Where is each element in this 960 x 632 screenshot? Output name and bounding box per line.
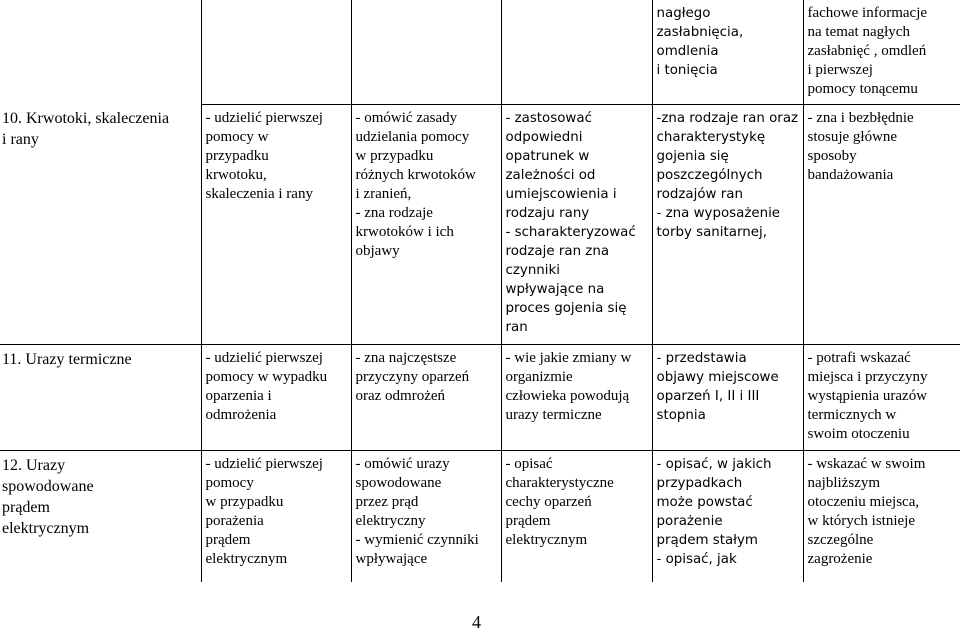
cell-text-line: w przypadku: [205, 493, 284, 510]
cell-text-line: oparzeń I, II i III: [656, 388, 760, 404]
attitude-cell: [803, 344, 960, 450]
cell-text-line: fachowe informacje: [807, 5, 928, 21]
cell-text-line: prądem: [205, 531, 251, 548]
cell-text-line: urazy termiczne: [505, 406, 602, 423]
cell-text-line: pomocy w: [205, 128, 269, 145]
cell-text-line: rodzaju rany: [505, 205, 590, 221]
cell-text-line: cechy oparzeń: [505, 493, 592, 510]
cell-text-line: objawy: [355, 242, 400, 259]
understanding-cell: [652, 450, 803, 582]
cell-text-line: organizmie: [505, 368, 573, 385]
cell-text-line: oparzenia i: [205, 387, 272, 404]
objective-cell: [201, 450, 351, 582]
cell-text-line: przyczyny oparzeń: [355, 368, 470, 385]
cell-text-line: odpowiedni: [505, 129, 583, 145]
attitude-cell: [803, 450, 960, 582]
cell-text-line: poszczególnych: [656, 167, 763, 183]
cell-text-line: - zna i bezbłędnie: [807, 109, 914, 126]
table-row: [0, 344, 960, 450]
cell-text-line: elektrycznym: [205, 550, 288, 567]
cell-text-line: - zna rodzaje: [355, 204, 433, 221]
attitude-cell: [803, 104, 960, 344]
cell-text-line: wpływające: [355, 550, 428, 567]
cell-text-line: - udzielić pierwszej: [205, 349, 323, 366]
skills-cell: [501, 450, 652, 582]
cell-text-line: elektrycznym: [505, 531, 588, 548]
topic-cell: [0, 344, 201, 450]
cell-text-line: zasłabnięć , omdleń: [807, 43, 927, 59]
cell-text-line: krwotoku,: [205, 166, 267, 183]
cell-text-line: porażenie: [656, 513, 723, 529]
knowledge-cell: [351, 450, 501, 582]
cell-text-line: elektryczny: [355, 512, 426, 529]
cell-text-line: stopnia: [656, 407, 706, 423]
cell-text-line: - zna najczęstsze: [355, 349, 457, 366]
cell-text-line: spowodowane: [2, 477, 94, 495]
cell-text-line: na temat nagłych: [807, 24, 910, 40]
cell-text-line: - opisać, w jakich: [656, 456, 772, 472]
cell-text-line: pomocy: [205, 474, 254, 491]
cell-text-line: rodzaje ran zna: [505, 243, 610, 259]
cell-text-line: omdlenia: [656, 44, 719, 59]
cell-text-line: różnych krwotoków: [355, 166, 476, 183]
cell-text-line: wystąpienia urazów: [807, 387, 928, 404]
objective-cell: [201, 0, 351, 104]
cell-text-line: oraz odmrożeń: [355, 387, 446, 404]
page-number: 4: [472, 612, 481, 632]
cell-text-line: - opisać: [505, 455, 553, 472]
understanding-cell: [652, 344, 803, 450]
knowledge-cell: [351, 104, 501, 344]
understanding-cell: [652, 104, 803, 344]
cell-text-line: elektrycznym: [2, 519, 90, 537]
cell-text-line: wpływające na: [505, 281, 605, 297]
cell-text-line: charakterystykę: [656, 129, 766, 145]
cell-text-line: może powstać: [656, 494, 753, 510]
cell-text-line: - udzielić pierwszej: [205, 109, 323, 126]
cell-text-line: - wymienić czynniki: [355, 531, 479, 548]
table-row: [0, 450, 960, 582]
cell-text-line: porażenia: [205, 512, 264, 529]
cell-text-line: człowieka powodują: [505, 387, 630, 404]
cell-text-line: - zna wyposażenie: [656, 205, 781, 221]
cell-text-line: otoczeniu miejsca,: [807, 493, 920, 510]
cell-text-line: udzielania pomocy: [355, 128, 470, 145]
cell-text-line: skaleczenia i rany: [205, 185, 313, 202]
cell-text-line: krwotoków i ich: [355, 223, 454, 240]
topic-cell: [0, 104, 201, 344]
cell-text-line: i tonięcia: [656, 63, 718, 78]
cell-text-line: umiejscowienia i: [505, 186, 617, 202]
cell-text-line: objawy miejscowe: [656, 369, 779, 385]
cell-text-line: zagrożenie: [807, 550, 873, 567]
cell-text-line: swoim otoczeniu: [807, 425, 910, 442]
cell-text-line: torby sanitarnej,: [656, 224, 767, 240]
knowledge-cell: [351, 0, 501, 104]
cell-text-line: odmrożenia: [205, 406, 277, 423]
cell-text-line: przypadkach: [656, 475, 743, 491]
cell-text-line: -zna rodzaje ran oraz: [656, 110, 799, 126]
cell-text-line: zależności od: [505, 167, 596, 183]
table-row: [0, 0, 960, 104]
cell-text-line: - potrafi wskazać: [807, 349, 911, 366]
cell-text-line: szczególne: [807, 531, 874, 548]
cell-text-line: czynniki: [505, 262, 560, 278]
cell-text-line: i rany: [2, 131, 39, 148]
cell-text-line: - omówić urazy: [355, 455, 450, 472]
cell-text-line: - przedstawia: [656, 350, 747, 366]
cell-text-line: w których istnieje: [807, 512, 915, 529]
topic-cell: [0, 450, 201, 582]
cell-text-line: ran: [505, 319, 528, 335]
cell-text-line: zasłabnięcia,: [656, 25, 744, 40]
objective-cell: [201, 104, 351, 344]
understanding-cell: [652, 0, 803, 104]
cell-text-line: stosuje główne: [807, 128, 898, 145]
cell-text-line: gojenia się: [656, 148, 729, 164]
cell-text-line: miejsca i przyczyny: [807, 368, 928, 385]
cell-text-line: sposoby: [807, 147, 857, 164]
cell-text-line: - udzielić pierwszej: [205, 455, 323, 472]
cell-text-line: w przypadku: [355, 147, 434, 164]
skills-cell: [501, 104, 652, 344]
cell-text-line: proces gojenia się: [505, 300, 627, 316]
cell-text-line: - wie jakie zmiany w: [505, 349, 632, 366]
cell-text-line: najbliższym: [807, 474, 880, 491]
cell-text-line: - wskazać w swoim: [807, 455, 926, 472]
topic-cell: [0, 0, 201, 104]
cell-text-line: i pierwszej: [807, 62, 873, 78]
cell-text-line: prądem stałym: [656, 532, 758, 548]
skills-cell: [501, 0, 652, 104]
cell-text-line: charakterystyczne: [505, 474, 614, 491]
cell-text-line: przypadku: [205, 147, 269, 164]
cell-text-line: prądem: [2, 498, 50, 516]
cell-text-line: pomocy tonącemu: [807, 81, 918, 97]
cell-text-line: - opisać, jak: [656, 551, 737, 567]
knowledge-cell: [351, 344, 501, 450]
cell-text-line: i zranień,: [355, 185, 412, 202]
attitude-cell: [803, 0, 960, 104]
cell-text-line: opatrunek w: [505, 148, 590, 164]
table-row: [0, 104, 960, 344]
skills-cell: [501, 344, 652, 450]
cell-text-line: spowodowane: [355, 474, 442, 491]
cell-text-line: prądem: [505, 512, 551, 529]
cell-text-line: - zastosować: [505, 110, 592, 126]
cell-text-line: - scharakteryzować: [505, 224, 636, 240]
cell-text-line: termicznych w: [807, 406, 897, 423]
cell-text-line: bandażowania: [807, 166, 894, 183]
cell-text-line: nagłego: [656, 6, 711, 21]
cell-text-line: rodzajów ran: [656, 186, 743, 202]
cell-text-line: - omówić zasady: [355, 109, 458, 126]
cell-text-line: 10. Krwotoki, skaleczenia: [2, 110, 170, 127]
cell-text-line: przez prąd: [355, 493, 419, 510]
cell-text-line: pomocy w wypadku: [205, 368, 328, 385]
cell-text-line: 12. Urazy: [2, 456, 66, 474]
objective-cell: [201, 344, 351, 450]
cell-text-line: 11. Urazy termiczne: [2, 350, 132, 368]
